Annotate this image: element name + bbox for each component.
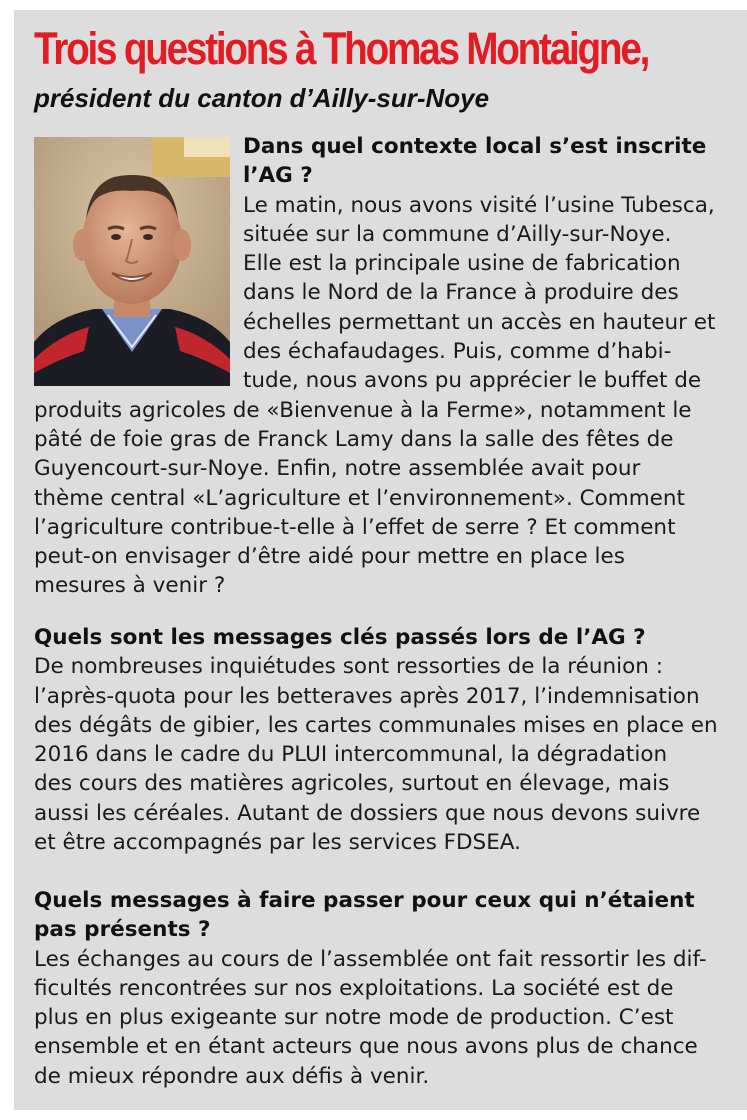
answer-1-line: thème central «L’agriculture et l’environnement». Comment <box>34 485 685 511</box>
answer-1-line: Le matin, nous avons visité l’usine Tubesca, <box>243 192 715 218</box>
question-3-line: pas présents ? <box>34 917 211 943</box>
answer-1-line: peut-on envisager d’être aidé pour mettre en place les <box>34 544 625 570</box>
answer-3-line: ensemble et en étant acteurs que nous avons plus de chance <box>34 1034 698 1060</box>
section-2 <box>34 623 734 857</box>
answer-3-line: Les échanges au cours de l’assemblée ont fait ressortir les dif- <box>34 946 707 972</box>
answer-2-line: et être accompagnés par les services FDSEA. <box>34 830 521 856</box>
answer-1-line: Guyencourt-sur-Noye. Enfin, notre assemblée avait pour <box>34 456 641 482</box>
answer-1-line: pâté de foie gras de Franck Lamy dans la salle des fêtes de <box>34 426 674 452</box>
answer-3-line: de mieux répondre aux défis à venir. <box>34 1063 430 1089</box>
question-3-line: Quels messages à faire passer pour ceux qui n’étaient <box>34 888 695 913</box>
question-1-line: l’AG ? <box>243 163 313 189</box>
answer-1-line: mesures à venir ? <box>34 573 226 599</box>
question-2-line: Quels sont les messages clés passés lors de l’AG ? <box>34 625 646 650</box>
article-box <box>14 10 747 1110</box>
answer-1-line: l’agriculture contribue-t-elle à l’effet de serre ? Et comment <box>34 514 676 540</box>
section-1 <box>34 132 734 601</box>
answer-2-line: De nombreuses inquiétudes sont ressorties de la réunion : <box>34 654 663 680</box>
answer-1-line: Elle est la principale usine de fabrication <box>243 251 681 277</box>
answer-2-line: des cours des matières agricoles, surtout en élevage, mais <box>34 771 670 797</box>
answer-1-line: dans le Nord de la France à produire des <box>243 280 679 306</box>
answer-1-line: située sur la commune d’Ailly-sur-Noye. <box>243 221 672 247</box>
article-subtitle: président du canton d’Ailly-sur-Noye <box>34 83 490 113</box>
answer-2-line: aussi les céréales. Autant de dossiers que nous devons suivre <box>34 800 701 826</box>
answer-1-line: échelles permettant un accès en hauteur et <box>243 309 716 335</box>
answer-1-line: des échafaudages. Puis, comme d’habi- <box>243 339 672 365</box>
answer-2-line: des dégâts de gibier, les cartes communales mises en place en <box>34 712 718 738</box>
answer-1-line: produits agricoles de «Bienvenue à la Ferme», notamment le <box>34 397 692 423</box>
article-title: Trois questions à Thomas Montaigne, <box>34 23 649 74</box>
section-3 <box>34 886 734 1091</box>
question-1-line: Dans quel contexte local s’est inscrite <box>243 134 707 159</box>
answer-1-line: tude, nous avons pu apprécier le buffet de <box>243 368 702 394</box>
answer-3-line: plus en plus exigeante sur notre mode de production. C’est <box>34 1005 674 1031</box>
answer-2-line: l’après-quota pour les betteraves après 2017, l’indemnisation <box>34 683 700 709</box>
answer-2-line: 2016 dans le cadre du PLUI intercommunal, la dégradation <box>34 742 668 768</box>
answer-3-line: ficultés rencontrées sur nos exploitations. La société est de <box>34 975 674 1001</box>
